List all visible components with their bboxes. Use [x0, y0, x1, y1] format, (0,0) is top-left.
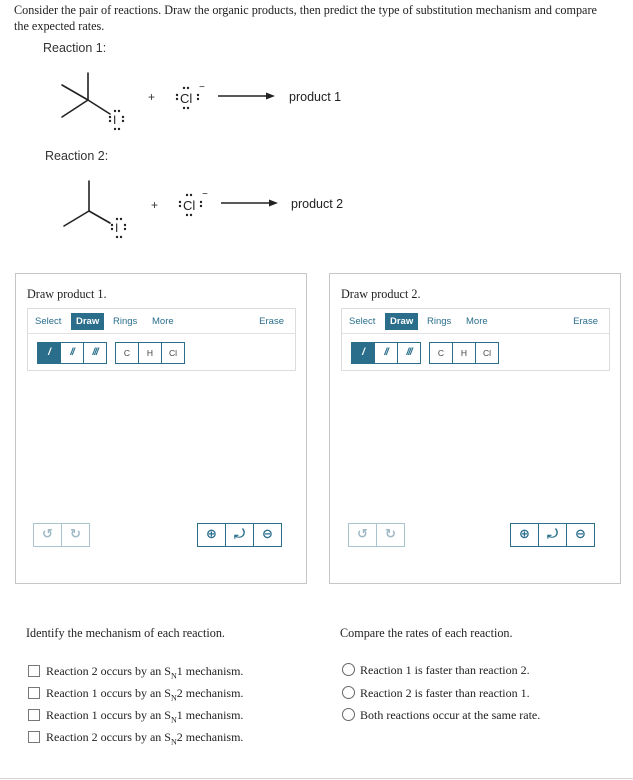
reaction-2-label: Reaction 2: [45, 149, 109, 163]
svg-text:−: − [202, 189, 208, 200]
reaction-2-substrate [58, 176, 148, 240]
atom-carbon-button[interactable]: C [115, 342, 139, 364]
atom-hydrogen-button[interactable]: H [138, 342, 162, 364]
draw-product-1-panel [15, 273, 307, 584]
checkbox[interactable] [28, 665, 40, 677]
divider [0, 778, 633, 779]
panel-2-toolbar [341, 308, 610, 371]
product-1-label: product 1 [289, 90, 342, 104]
tab-select[interactable]: Select [35, 316, 62, 327]
svg-text:Cl: Cl [183, 198, 196, 213]
panel-1-tabs [28, 309, 295, 334]
zoom-in-icon[interactable]: ⊕ [197, 523, 226, 547]
panel-1-toolbar [27, 308, 296, 371]
atom-carbon-button[interactable]: C [429, 342, 453, 364]
reaction-1-label: Reaction 1: [43, 41, 107, 55]
radio-button[interactable] [342, 663, 355, 676]
reaction-2-arrow [221, 198, 279, 208]
rates-question: Compare the rates of each reaction. [340, 626, 513, 640]
reaction-1-plus: + [148, 90, 156, 104]
atom-hydrogen-button[interactable]: H [452, 342, 476, 364]
mechanism-question: Identify the mechanism of each reaction. [26, 626, 225, 640]
reset-view-icon[interactable]: ⤾ [538, 523, 567, 547]
svg-text:−: − [199, 82, 205, 93]
checkbox[interactable] [28, 687, 40, 699]
reaction-1-substrate [55, 68, 145, 132]
zoom-out-icon[interactable]: ⊖ [566, 523, 595, 547]
panel-2-tabs [342, 309, 609, 334]
reaction-1-halide: I [113, 113, 117, 127]
zoom-out-icon[interactable]: ⊖ [253, 523, 282, 547]
double-bond-icon[interactable]: // [60, 342, 84, 364]
tab-rings[interactable]: Rings [113, 316, 138, 327]
single-bond-icon[interactable]: / [351, 342, 375, 364]
tab-select[interactable]: Select [349, 316, 376, 327]
svg-text:Cl: Cl [180, 91, 193, 106]
erase-button[interactable]: Erase [259, 316, 284, 327]
erase-button[interactable]: Erase [573, 316, 598, 327]
atom-chlorine-button[interactable]: Cl [475, 342, 499, 364]
atom-chlorine-button[interactable]: Cl [161, 342, 185, 364]
reaction-2-plus: + [151, 198, 159, 212]
tab-rings[interactable]: Rings [427, 316, 452, 327]
triple-bond-icon[interactable]: /// [397, 342, 421, 364]
checkbox[interactable] [28, 709, 40, 721]
tab-draw[interactable]: Draw [71, 313, 104, 330]
tab-more[interactable]: More [466, 316, 488, 327]
reaction-1-nucleophile [172, 80, 208, 110]
reaction-2-halide: I [115, 221, 119, 235]
redo-icon[interactable]: ↻ [61, 523, 90, 547]
reaction-2-nucleophile [175, 187, 211, 217]
redo-icon[interactable]: ↻ [376, 523, 405, 547]
tab-draw[interactable]: Draw [385, 313, 418, 330]
tab-more[interactable]: More [152, 316, 174, 327]
double-bond-icon[interactable]: // [374, 342, 398, 364]
question-intro: Consider the pair of reactions. Draw the organic products, then predict the type of substitution mechanism and compare the expected rates. [14, 3, 597, 33]
reaction-1-arrow [218, 91, 276, 101]
radio-button[interactable] [342, 686, 355, 699]
zoom-in-icon[interactable]: ⊕ [510, 523, 539, 547]
product-2-label: product 2 [291, 197, 344, 211]
undo-icon[interactable]: ↺ [348, 523, 377, 547]
single-bond-icon[interactable]: / [37, 342, 61, 364]
panel-1-title: Draw product 1. [27, 287, 107, 301]
undo-icon[interactable]: ↺ [33, 523, 62, 547]
panel-2-title: Draw product 2. [341, 287, 421, 301]
triple-bond-icon[interactable]: /// [83, 342, 107, 364]
radio-button[interactable] [342, 708, 355, 721]
checkbox[interactable] [28, 731, 40, 743]
draw-product-2-panel [329, 273, 621, 584]
reset-view-icon[interactable]: ⤾ [225, 523, 254, 547]
